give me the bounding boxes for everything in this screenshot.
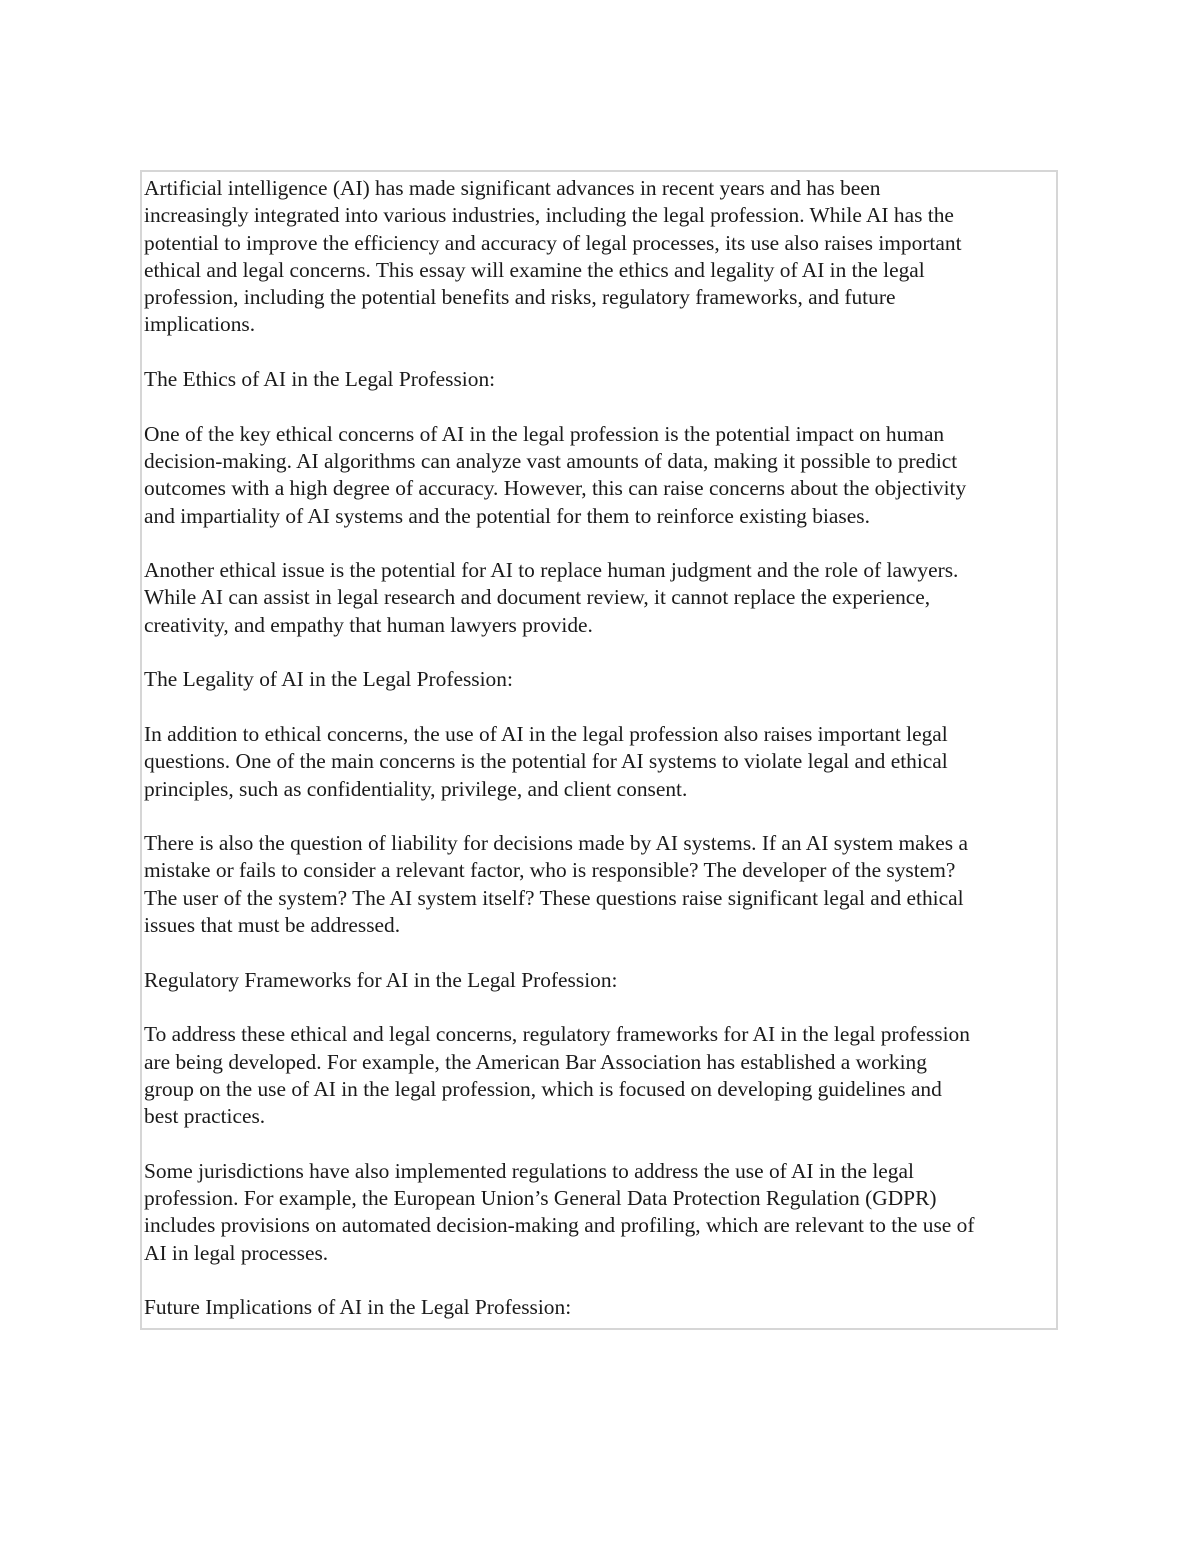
text-line: includes provisions on automated decision-making and profiling, which are relevant to the use of (144, 1213, 975, 1238)
text-line: potential to improve the efficiency and accuracy of legal processes, its use also raises important (144, 230, 962, 255)
text-line: Some jurisdictions have also implemented regulations to address the use of AI in the legal (144, 1158, 914, 1183)
ethics-paragraph-2 (144, 557, 1058, 639)
text-line: profession, including the potential benefits and risks, regulatory frameworks, and future (144, 285, 896, 310)
text-line: issues that must be addressed. (144, 913, 401, 938)
text-line: principles, such as confidentiality, privilege, and client consent. (144, 776, 688, 801)
legality-paragraph-1 (144, 721, 1058, 803)
text-line: and impartiality of AI systems and the potential for them to reinforce existing biases. (144, 503, 870, 528)
text-line: Artificial intelligence (AI) has made significant advances in recent years and has been (144, 176, 881, 200)
legality-paragraph-2 (144, 830, 1058, 939)
text-line: While AI can assist in legal research and document review, it cannot replace the experience, (144, 585, 931, 610)
heading-line: The Legality of AI in the Legal Profession: (144, 667, 513, 692)
text-line: There is also the question of liability for decisions made by AI systems. If an AI system makes a (144, 831, 968, 856)
text-line: increasingly integrated into various industries, including the legal profession. While AI has the (144, 203, 954, 228)
text-line: are being developed. For example, the American Bar Association has established a working (144, 1049, 927, 1074)
text-line: group on the use of AI in the legal profession, which is focused on developing guidelines and (144, 1076, 942, 1101)
text-line: To address these ethical and legal concerns, regulatory frameworks for AI in the legal profession (144, 1022, 970, 1047)
text-line: Another ethical issue is the potential for AI to replace human judgment and the role of lawyers. (144, 558, 959, 583)
text-line: best practices. (144, 1104, 266, 1129)
text-line: implications. (144, 312, 256, 337)
regulatory-paragraph-2 (144, 1158, 1058, 1267)
section-heading-future (144, 1294, 1058, 1321)
section-heading-ethics (144, 366, 1058, 393)
text-line: mistake or fails to consider a relevant factor, who is responsible? The developer of the system? (144, 858, 956, 883)
text-line: AI in legal processes. (144, 1240, 329, 1265)
text-line: One of the key ethical concerns of AI in the legal profession is the potential impact on human (144, 421, 945, 446)
section-heading-regulatory (144, 967, 1058, 994)
heading-line: Regulatory Frameworks for AI in the Legal Profession: (144, 967, 618, 992)
regulatory-paragraph-1 (144, 1021, 1058, 1130)
text-line: decision-making. AI algorithms can analyze vast amounts of data, making it possible to predict (144, 448, 958, 473)
text-line: outcomes with a high degree of accuracy. However, this can raise concerns about the objectivity (144, 476, 967, 501)
heading-line: Future Implications of AI in the Legal Profession: (144, 1295, 572, 1320)
text-line: ethical and legal concerns. This essay will examine the ethics and legality of AI in the legal (144, 257, 925, 282)
text-line: The user of the system? The AI system itself? These questions raise significant legal and ethical (144, 885, 964, 910)
text-line: In addition to ethical concerns, the use of AI in the legal profession also raises important legal (144, 721, 948, 746)
text-line: creativity, and empathy that human lawyers provide. (144, 612, 593, 637)
section-heading-legality (144, 666, 1058, 693)
text-line: profession. For example, the European Union’s General Data Protection Regulation (GDPR) (144, 1185, 937, 1210)
heading-line: The Ethics of AI in the Legal Profession: (144, 367, 496, 392)
intro-paragraph (144, 175, 1058, 339)
ethics-paragraph-1 (144, 421, 1058, 530)
text-box[interactable] (140, 170, 1058, 1330)
essay-body (144, 175, 1058, 1321)
text-line: questions. One of the main concerns is the potential for AI systems to violate legal and ethical (144, 749, 948, 774)
